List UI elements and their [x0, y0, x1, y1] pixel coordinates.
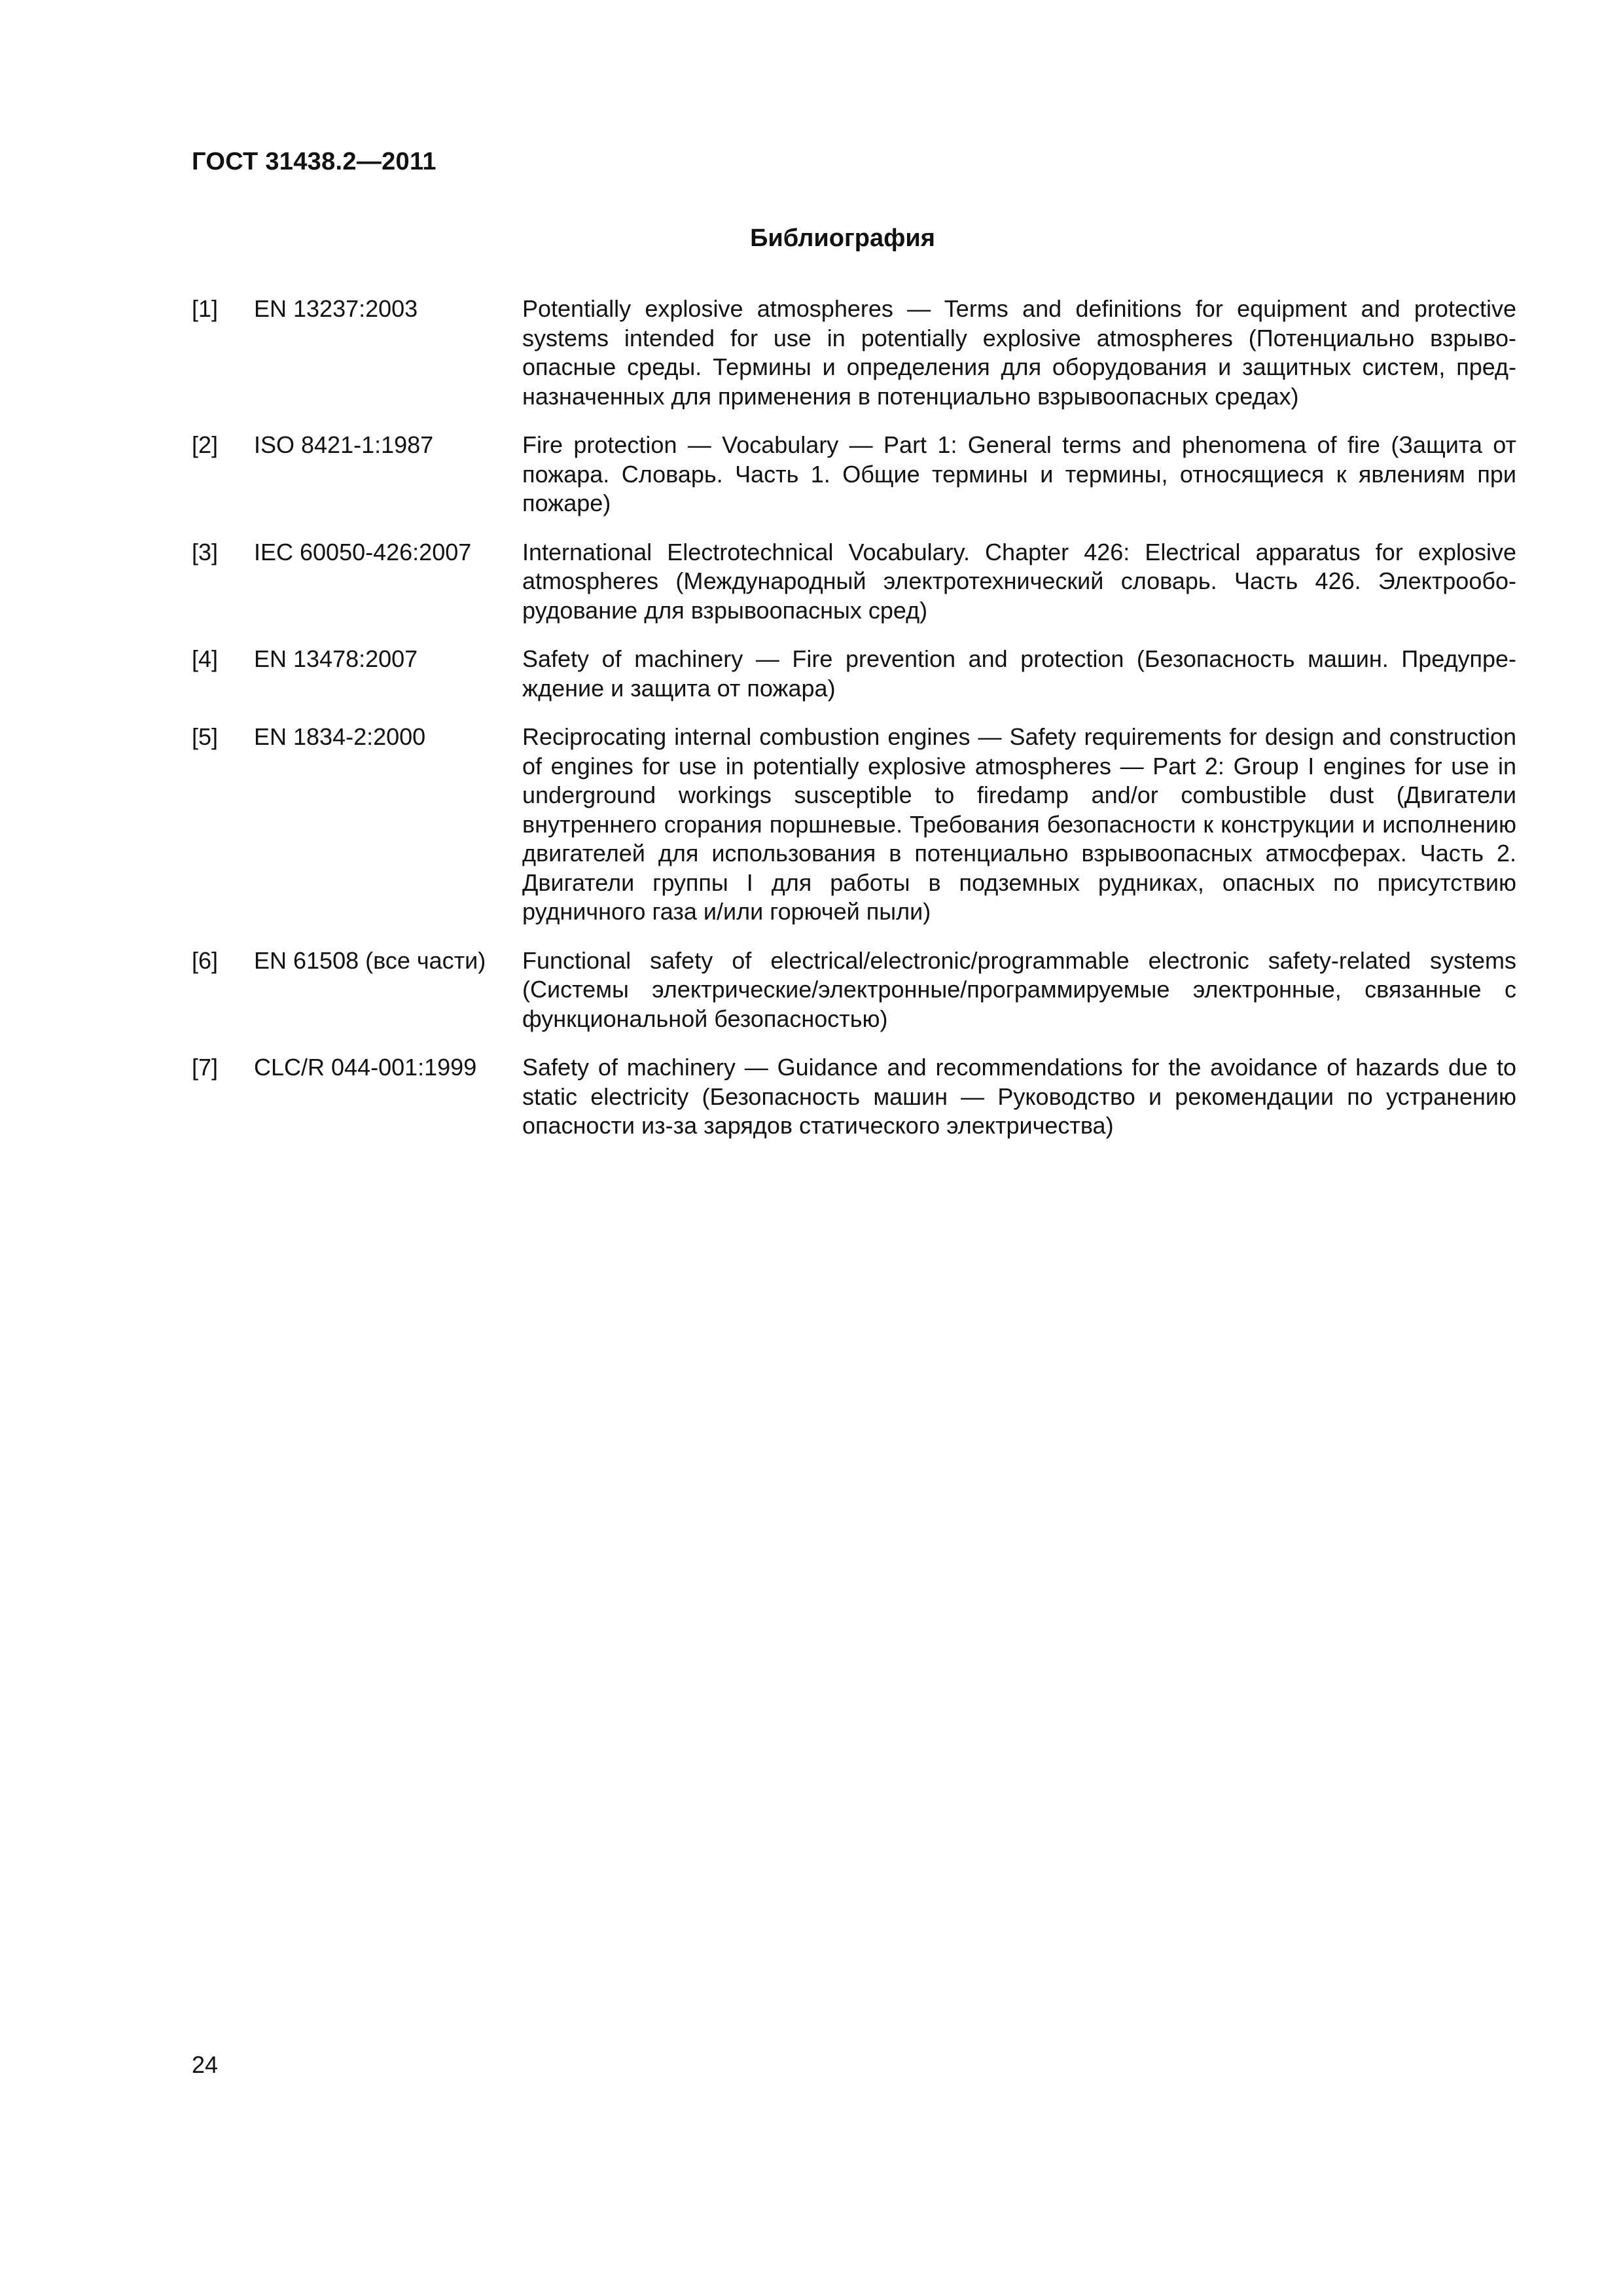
- bibliography-entry-4: [192, 645, 1516, 703]
- bibliography-entry-2: [192, 431, 1516, 518]
- entry-number: [7]: [192, 1054, 219, 1081]
- entry-number: [5]: [192, 723, 219, 750]
- entry-number: [2]: [192, 431, 219, 458]
- bibliography-entry-3: [192, 538, 1516, 626]
- entry-number: [6]: [192, 946, 219, 974]
- entry-description: Potentially explosive atmospheres — Terms and definitions for equipment and protective systems intended for use in potentially explosive atmospheres (Потенциально взрывоопасные среды. Термины и определения для оборудования и защитных систем, предназначенных для применения в потенциально взрывоопасных средах): [522, 295, 1516, 410]
- entry-description: International Electrotechnical Vocabulary. Chapter 426: Electrical apparatus for explosive atmospheres (Международный электротехнический словарь. Часть 426. Электрооборудование для взрывоопасных сред): [522, 538, 1516, 624]
- entry-description: Safety of machinery — Guidance and recommendations for the avoidance of hazards due to static electricity (Безопасность машин — Руководство и рекомендации по устранению опасности из-за зарядов статического электричества): [522, 1054, 1516, 1139]
- entry-number: [3]: [192, 538, 219, 565]
- document-code: ГОСТ 31438.2—2011: [192, 148, 437, 175]
- entry-description: Fire protection — Vocabulary — Part 1: General terms and phenomena of fire (Защита от пожара. Словарь. Часть 1. Общие термины и термины, относящиеся к явлениям при пожаре): [522, 431, 1516, 516]
- bibliography-entry-5: [192, 723, 1516, 927]
- entry-standard-code: ISO 8421-1:1987: [254, 431, 434, 458]
- bibliography-entry-6: [192, 946, 1516, 1034]
- entry-description: Reciprocating internal combustion engines — Safety requirements for design and construction of engines for use in potentially explosive atmospheres — Part 2: Group I engines for use in underground workings susceptible to firedamp and/or combustible dust (Двигатели внутреннего сгорания поршневые. Требования безопасности к конструкции и исполнению двигателей для использования в потенциально взрывоопасных атмосферах. Часть 2. Двигатели группы I для работы в подземных рудниках, опасных по присутствию рудничного газа и/или горючей пыли): [522, 723, 1516, 925]
- entry-description: Safety of machinery — Fire prevention and protection (Безопасность машин. Предупреждение и защита от пожара): [522, 645, 1516, 702]
- entry-number: [1]: [192, 295, 219, 322]
- entry-standard-code: EN 61508 (все части): [254, 946, 486, 974]
- entry-standard-code: EN 1834-2:2000: [254, 723, 426, 750]
- bibliography-list: [192, 295, 1516, 1160]
- entry-description: Functional safety of electrical/electronic/programmable electronic safety-related systems (Системы электрические/электронные/программируемые электронные, связанные с функциональной безопасностью): [522, 946, 1516, 1032]
- entry-standard-code: EN 13478:2007: [254, 645, 418, 672]
- entry-standard-code: IEC 60050-426:2007: [254, 538, 472, 565]
- entry-number: [4]: [192, 645, 219, 672]
- page-number: 24: [192, 2051, 219, 2078]
- bibliography-entry-7: [192, 1053, 1516, 1141]
- section-title: Библиография: [750, 224, 935, 252]
- entry-standard-code: CLC/R 044-001:1999: [254, 1054, 477, 1081]
- entry-standard-code: EN 13237:2003: [254, 295, 418, 322]
- bibliography-entry-1: [192, 295, 1516, 411]
